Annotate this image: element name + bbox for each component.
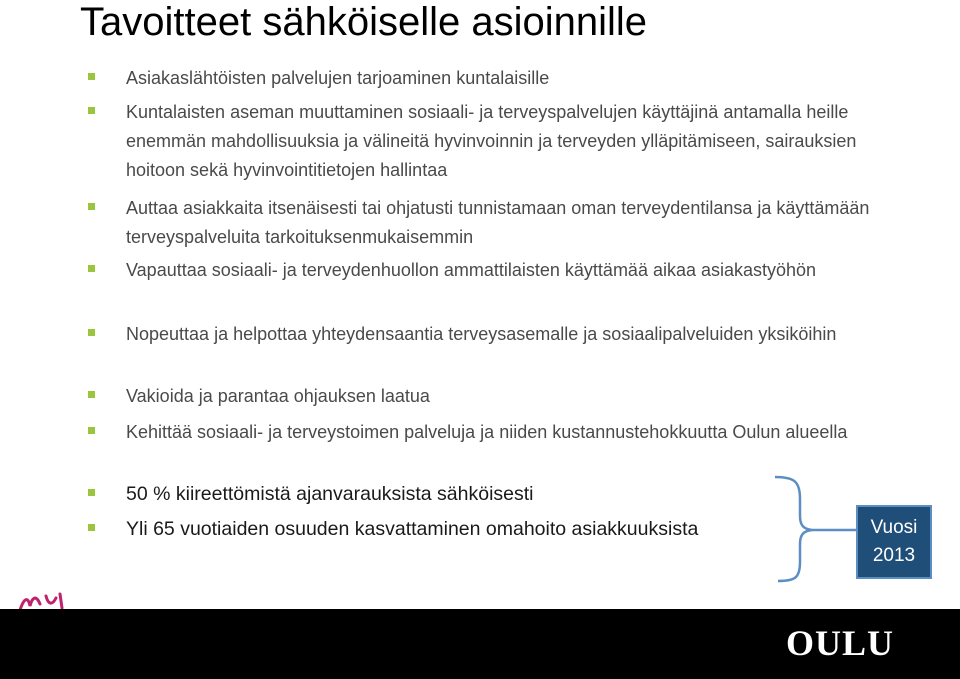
bullet-text: Nopeuttaa ja helpottaa yhteydensaantia terveysasemalle ja sosiaalipalveluiden yksiköihin [126,324,837,344]
bullet-text: Vapauttaa sosiaali- ja terveydenhuollon ammattilaisten käyttämää aikaa asiakastyöhön [126,260,817,280]
bullet-text: Vakioida ja parantaa ohjauksen laatua [126,386,430,406]
bullet-text: Auttaa asiakkaita itsenäisesti tai ohjatusti tunnistamaan oman terveydentilansa ja käyttämään terveyspalveluita tarkoituksenmukaisemmin [126,198,870,247]
oulu-logo: OULU [786,623,895,663]
bullet-square-icon [88,391,95,398]
bullet-square-icon [88,265,95,272]
bullet-square-icon [88,107,95,114]
bullet-text: Kuntalaisten aseman muuttaminen sosiaali- ja terveyspalvelujen käyttäjinä antamalla heille enemmän mahdollisuuksia ja välineitä hyvinvoinnin ja terveyden ylläpitämiseen, sairauksien hoitoon sekä hyvinvointitietojen hallintaa [126,102,857,180]
bullet-square-icon [88,524,95,531]
bullet-text: Yli 65 vuotiaiden osuuden kasvattaminen omahoito asiakkuuksista [126,518,699,540]
year-box-label: Vuosi [870,517,918,538]
slide-title: Tavoitteet sähköiselle asioinnille [80,0,647,44]
bullet-square-icon [88,329,95,336]
bullet-text: Kehittää sosiaali- ja terveystoimen palveluja ja niiden kustannustehokkuutta Oulun alueella [126,422,848,442]
bullet-square-icon [88,73,95,80]
curly-bracket-icon [770,474,860,584]
bullet-square-icon [88,489,95,496]
bullet-square-icon [88,427,95,434]
bullet-text: 50 % kiireettömistä ajanvarauksista sähköisesti [126,483,534,505]
bullet-text: Asiakaslähtöisten palvelujen tarjoaminen kuntalaisille [126,68,550,88]
year-box [856,505,932,579]
bullet-square-icon [88,203,95,210]
year-box-value: 2013 [872,545,916,566]
